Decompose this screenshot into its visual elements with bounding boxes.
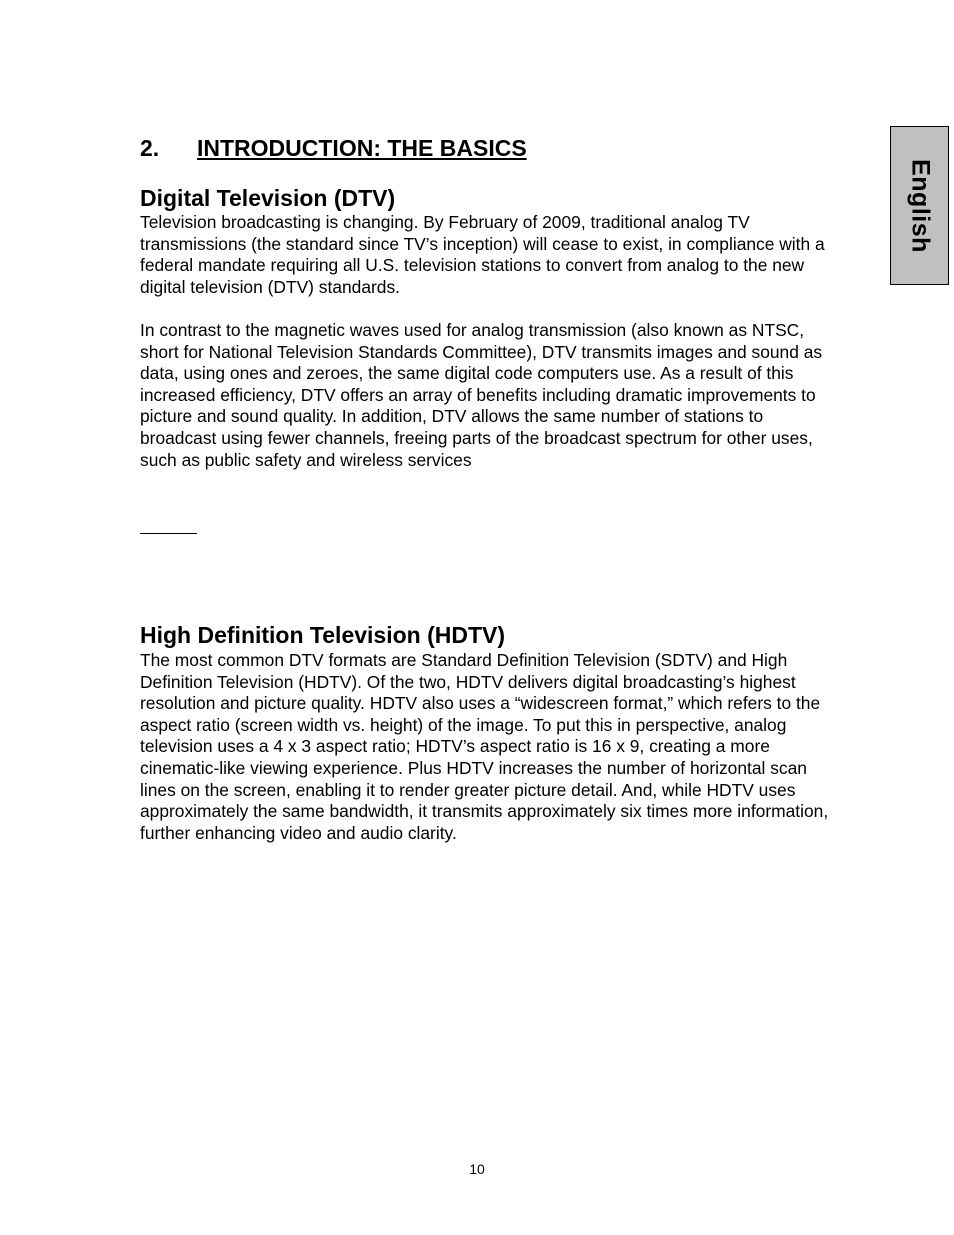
language-tab xyxy=(890,126,949,285)
page-number: 10 xyxy=(469,1161,485,1177)
footnote-separator xyxy=(140,533,197,534)
section-number: 2. xyxy=(140,135,160,161)
section-heading xyxy=(140,134,527,162)
hdtv-paragraph-1: The most common DTV formats are Standard Definition Television (SDTV) and High Definition Television (HDTV). Of the two, HDTV delivers digital broadcasting’s highest resolution and picture quality. HDTV also uses a “widescreen format,” which refers to the aspect ratio (screen width vs. height) of the image. To put this in perspective, analog television uses a 4 x 3 aspect ratio; HDTV’s aspect ratio is 16 x 9, creating a more cinematic-like viewing experience. Plus HDTV increases the number of horizontal scan lines on the screen, enabling it to render greater picture detail. And, while HDTV uses approximately the same bandwidth, it transmits approximately six times more information, further enhancing video and audio clarity. xyxy=(140,650,829,843)
language-tab-label: English xyxy=(906,158,934,253)
dtv-paragraph-1: Television broadcasting is changing. By February of 2009, traditional analog TV transmissions (the standard since TV’s inception) will cease to exist, in compliance with a federal mandate requiring all U.S. television stations to convert from analog to the new digital television (DTV) standards. xyxy=(140,212,825,297)
dtv-paragraph-2: In contrast to the magnetic waves used for analog transmission (also known as NTSC, short for National Television Standards Committee), DTV transmits images and sound as data, using ones and zeroes, the same digital code computers use. As a result of this increased efficiency, DTV offers an array of benefits including dramatic improvements to picture and sound quality. In addition, DTV allows the same number of stations to broadcast using fewer channels, freeing parts of the broadcast spectrum for other uses, such as public safety and wireless services xyxy=(140,320,823,470)
section-title: INTRODUCTION: THE BASICS xyxy=(197,135,527,161)
hdtv-heading: High Definition Television (HDTV) xyxy=(140,622,506,648)
dtv-heading: Digital Television (DTV) xyxy=(140,185,396,211)
